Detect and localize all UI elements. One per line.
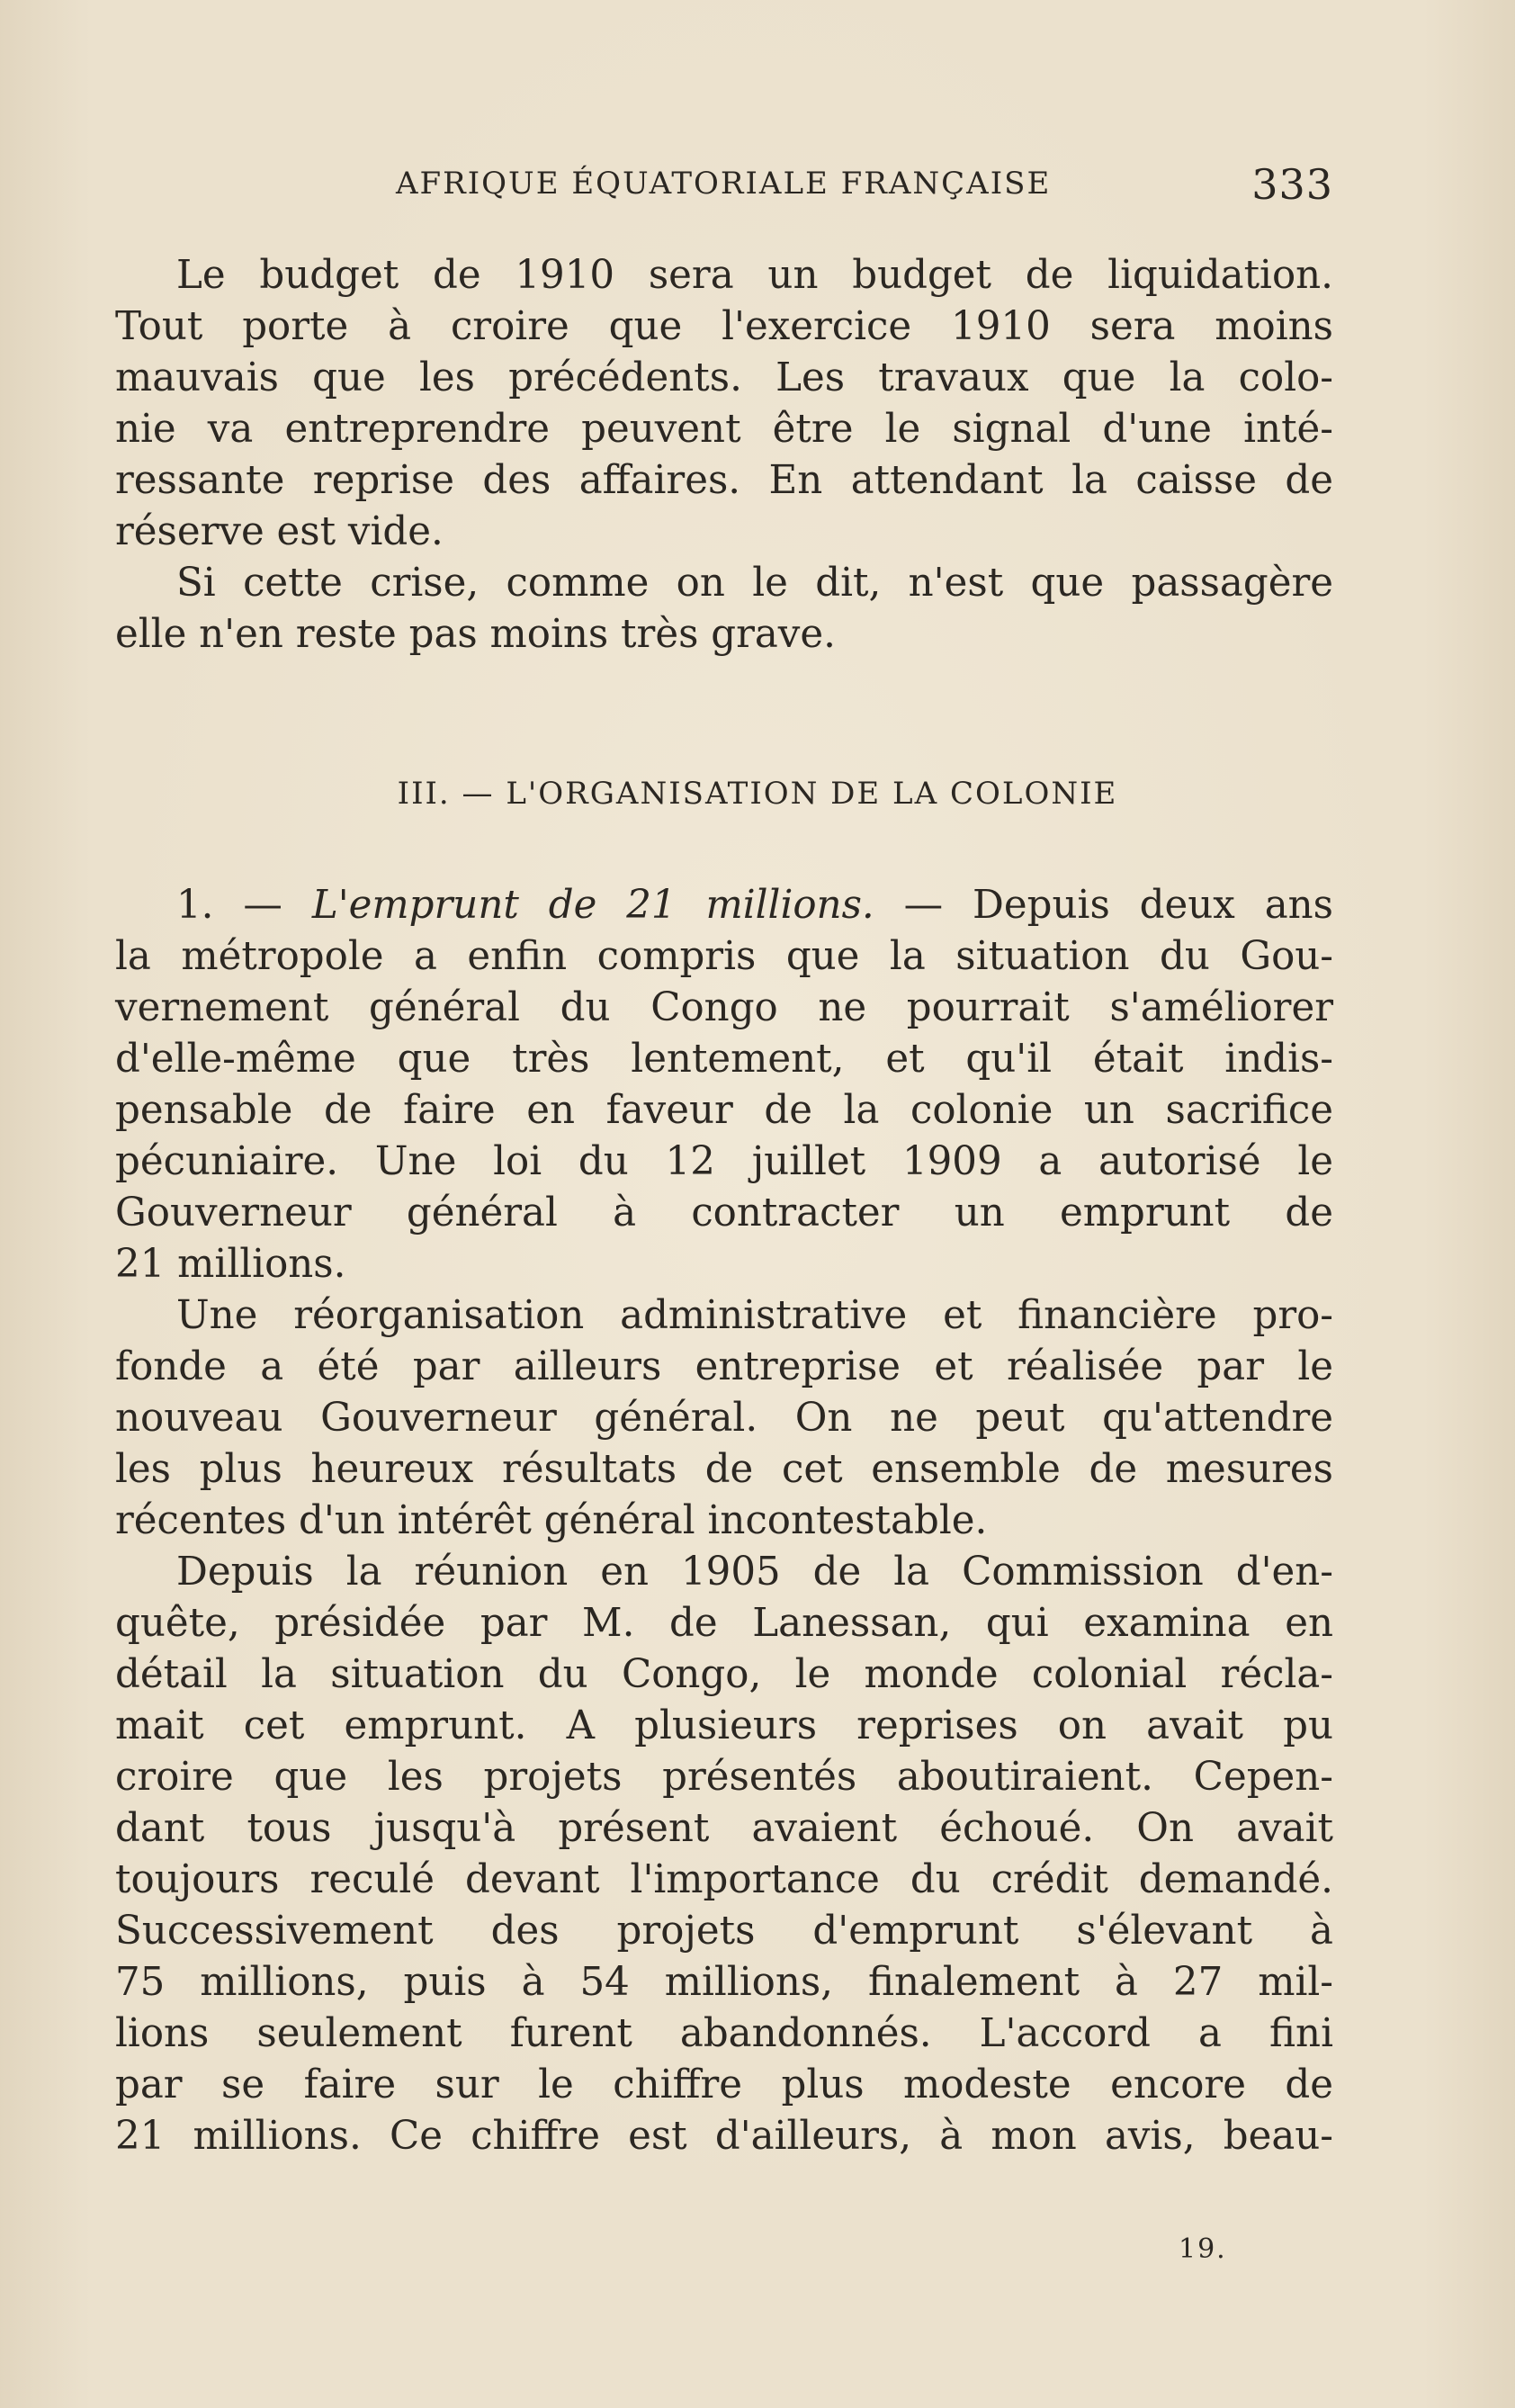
text-line: elle n'en reste pas moins très grave.	[115, 612, 836, 657]
text-line: fonde a été par ailleurs entreprise et réalisée par le	[115, 1344, 1333, 1389]
subsection-line	[115, 880, 1333, 931]
text-line: récentes d'un intérêt général incontestable.	[115, 1498, 988, 1543]
text-block-bottom	[115, 880, 1333, 2162]
text-line: pécuniaire. Une loi du 12 juillet 1909 a autorisé le	[115, 1139, 1333, 1184]
text-line: détail la situation du Congo, le monde colonial récla-	[115, 1652, 1333, 1697]
text-line: toujours reculé devant l'importance du crédit demandé.	[115, 1857, 1333, 1902]
text-line: dant tous jusqu'à présent avaient échoué. On avait	[115, 1806, 1333, 1851]
text-line: 21 millions. Ce chiffre est d'ailleurs, à mon avis, beau-	[115, 2114, 1333, 2159]
paragraph	[115, 1290, 1333, 1547]
running-head	[115, 160, 1333, 211]
text-line: Gouverneur général à contracter un emprunt de	[115, 1191, 1333, 1235]
text-line: Tout porte à croire que l'exercice 1910 sera moins	[115, 304, 1333, 349]
text-line: réserve est vide.	[115, 509, 444, 554]
text-line: Si cette crise, comme on le dit, n'est que passagère	[176, 561, 1333, 606]
text-line: Une réorganisation administrative et financière pro-	[176, 1293, 1333, 1338]
subsection-lead: — Depuis deux ans	[903, 883, 1333, 928]
text-line: nouveau Gouverneur général. On ne peut qu'attendre	[115, 1396, 1333, 1441]
text-line: nie va entreprendre peuvent être le signal d'une inté-	[115, 407, 1333, 452]
subsection-title: L'emprunt de 21 millions.	[311, 883, 874, 928]
text-block-top	[115, 250, 1333, 660]
text-line: Depuis la réunion en 1905 de la Commission d'en-	[176, 1550, 1333, 1595]
text-line: par se faire sur le chiffre plus modeste encore de	[115, 2062, 1333, 2107]
text-line: mauvais que les précédents. Les travaux que la colo-	[115, 355, 1333, 400]
text-line: quête, présidée par M. de Lanessan, qui examina en	[115, 1601, 1333, 1646]
signature-mark: 19.	[1179, 2233, 1227, 2265]
section-heading: III. — L'ORGANISATION DE LA COLONIE	[397, 776, 1118, 812]
text-line: la métropole a enfin compris que la situation du Gou-	[115, 934, 1333, 979]
paragraph	[115, 558, 1333, 660]
text-line: Successivement des projets d'emprunt s'élevant à	[115, 1909, 1333, 1954]
paragraph	[115, 1547, 1333, 2162]
running-title: AFRIQUE ÉQUATORIALE FRANÇAISE	[396, 166, 1052, 202]
paragraph	[115, 880, 1333, 1290]
text-line: vernement général du Congo ne pourrait s'améliorer	[115, 985, 1333, 1030]
text-line: lions seulement furent abandonnés. L'accord a fini	[115, 2011, 1333, 2056]
text-line: pensable de faire en faveur de la colonie un sacrifice	[115, 1088, 1333, 1133]
text-line: Le budget de 1910 sera un budget de liquidation.	[176, 253, 1333, 298]
text-line: les plus heureux résultats de cet ensemble de mesures	[115, 1447, 1333, 1492]
text-line: croire que les projets présentés aboutiraient. Cepen-	[115, 1755, 1333, 1800]
text-line: 75 millions, puis à 54 millions, finalement à 27 mil-	[115, 1960, 1333, 2005]
page-number: 333	[1251, 160, 1333, 209]
text-line: 21 millions.	[115, 1242, 346, 1287]
text-line: mait cet emprunt. A plusieurs reprises on avait pu	[115, 1703, 1333, 1748]
text-line: d'elle-même que très lentement, et qu'il était indis-	[115, 1037, 1333, 1082]
paragraph	[115, 250, 1333, 558]
text-line: ressante reprise des affaires. En attendant la caisse de	[115, 458, 1333, 503]
subsection-number: 1. —	[176, 883, 282, 928]
